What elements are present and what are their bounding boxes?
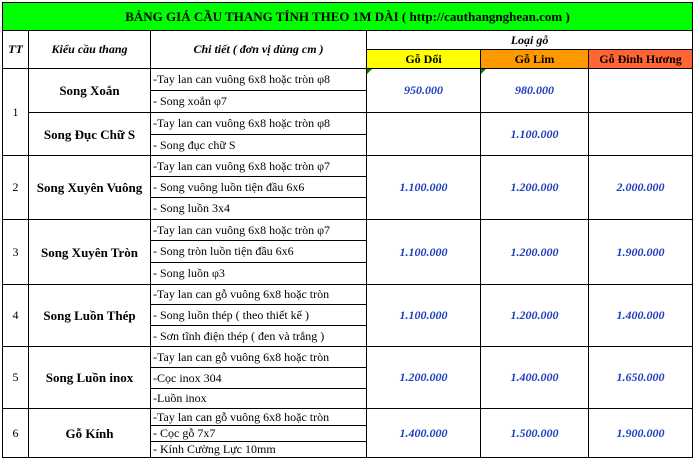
- header-detail: Chi tiết ( đơn vị dùng cm ): [151, 31, 367, 69]
- row-tt: 3: [3, 220, 29, 285]
- header-wood-lim: Gỗ Lim: [481, 50, 589, 69]
- price-doi: 950.000: [367, 69, 481, 113]
- row-detail: - Song tròn luồn tiện đầu 6x6: [151, 241, 367, 263]
- price-doi: 1.100.000: [367, 156, 481, 220]
- price-doi: 1.400.000: [367, 409, 481, 458]
- row-detail: -Tay lan can vuông 6x8 hoặc tròn φ8: [151, 113, 367, 135]
- row-tt: 5: [3, 347, 29, 409]
- price-dinh-huong: [589, 69, 693, 113]
- price-lim: 1.400.000: [481, 347, 589, 409]
- row-detail: -Tay lan can vuông 6x8 hoặc tròn φ7: [151, 220, 367, 241]
- price-lim: 1.500.000: [481, 409, 589, 458]
- row-tt: 1: [3, 69, 29, 156]
- row-kind: Song Luồn inox: [29, 347, 151, 409]
- row-kind: Song Xuyên Vuông: [29, 156, 151, 220]
- price-doi: 1.100.000: [367, 285, 481, 347]
- price-doi: 1.200.000: [367, 347, 481, 409]
- price-doi: 1.100.000: [367, 220, 481, 285]
- row-tt: 6: [3, 409, 29, 458]
- row-kind: Song Luồn Thép: [29, 285, 151, 347]
- price-lim: 1.200.000: [481, 220, 589, 285]
- price-dinh-huong: 1.650.000: [589, 347, 693, 409]
- row-tt: 2: [3, 156, 29, 220]
- row-kind: Gỗ Kính: [29, 409, 151, 458]
- price-dinh-huong: [589, 113, 693, 156]
- row-detail: - Song vuông luồn tiện đầu 6x6: [151, 177, 367, 198]
- header-wood-doi: Gỗ Dổi: [367, 50, 481, 69]
- header-tt: TT: [3, 31, 29, 69]
- row-detail: - Cọc gỗ 7x7: [151, 426, 367, 442]
- row-detail: - Song luồn thép ( theo thiết kế ): [151, 305, 367, 326]
- row-detail: - Sơn tĩnh điện thép ( đen và trắng ): [151, 326, 367, 347]
- price-table: [2, 2, 693, 458]
- row-detail: - Song đục chữ S: [151, 135, 367, 156]
- row-tt: 4: [3, 285, 29, 347]
- price-lim: 1.200.000: [481, 285, 589, 347]
- row-detail: -Tay lan can vuông 6x8 hoặc tròn φ7: [151, 156, 367, 177]
- row-detail: - Song xoắn φ7: [151, 91, 367, 113]
- price-lim: 980.000: [481, 69, 589, 113]
- header-kind: Kiểu cầu thang: [29, 31, 151, 69]
- row-detail: -Tay lan can gỗ vuông 6x8 hoặc tròn: [151, 285, 367, 305]
- price-dinh-huong: 2.000.000: [589, 156, 693, 220]
- row-detail: -Tay lan can vuông 6x8 hoặc tròn φ8: [151, 69, 367, 91]
- header-wood-type: Loại gỗ: [367, 31, 693, 50]
- price-doi: [367, 113, 481, 156]
- price-lim: 1.200.000: [481, 156, 589, 220]
- row-detail: -Tay lan can gỗ vuông 6x8 hoặc tròn: [151, 347, 367, 368]
- row-detail: -Cọc inox 304: [151, 368, 367, 389]
- row-detail: - Song luồn 3x4: [151, 198, 367, 220]
- row-detail: - Song luồn φ3: [151, 263, 367, 285]
- price-dinh-huong: 1.400.000: [589, 285, 693, 347]
- row-kind: Song Xoắn: [29, 69, 151, 113]
- header-wood-dinh-huong: Gỗ Đinh Hương: [589, 50, 693, 69]
- price-lim: 1.100.000: [481, 113, 589, 156]
- row-kind: Song Đục Chữ S: [29, 113, 151, 156]
- row-detail: - Kính Cường Lực 10mm: [151, 442, 367, 458]
- row-kind: Song Xuyên Tròn: [29, 220, 151, 285]
- row-detail: -Tay lan can gỗ vuông 6x8 hoặc tròn: [151, 409, 367, 426]
- price-dinh-huong: 1.900.000: [589, 220, 693, 285]
- table-title: BẢNG GIÁ CẦU THANG TÍNH THEO 1M DÀI ( http://cauthangnghean.com ): [3, 3, 693, 31]
- row-detail: -Luồn inox: [151, 389, 367, 409]
- price-dinh-huong: 1.900.000: [589, 409, 693, 458]
